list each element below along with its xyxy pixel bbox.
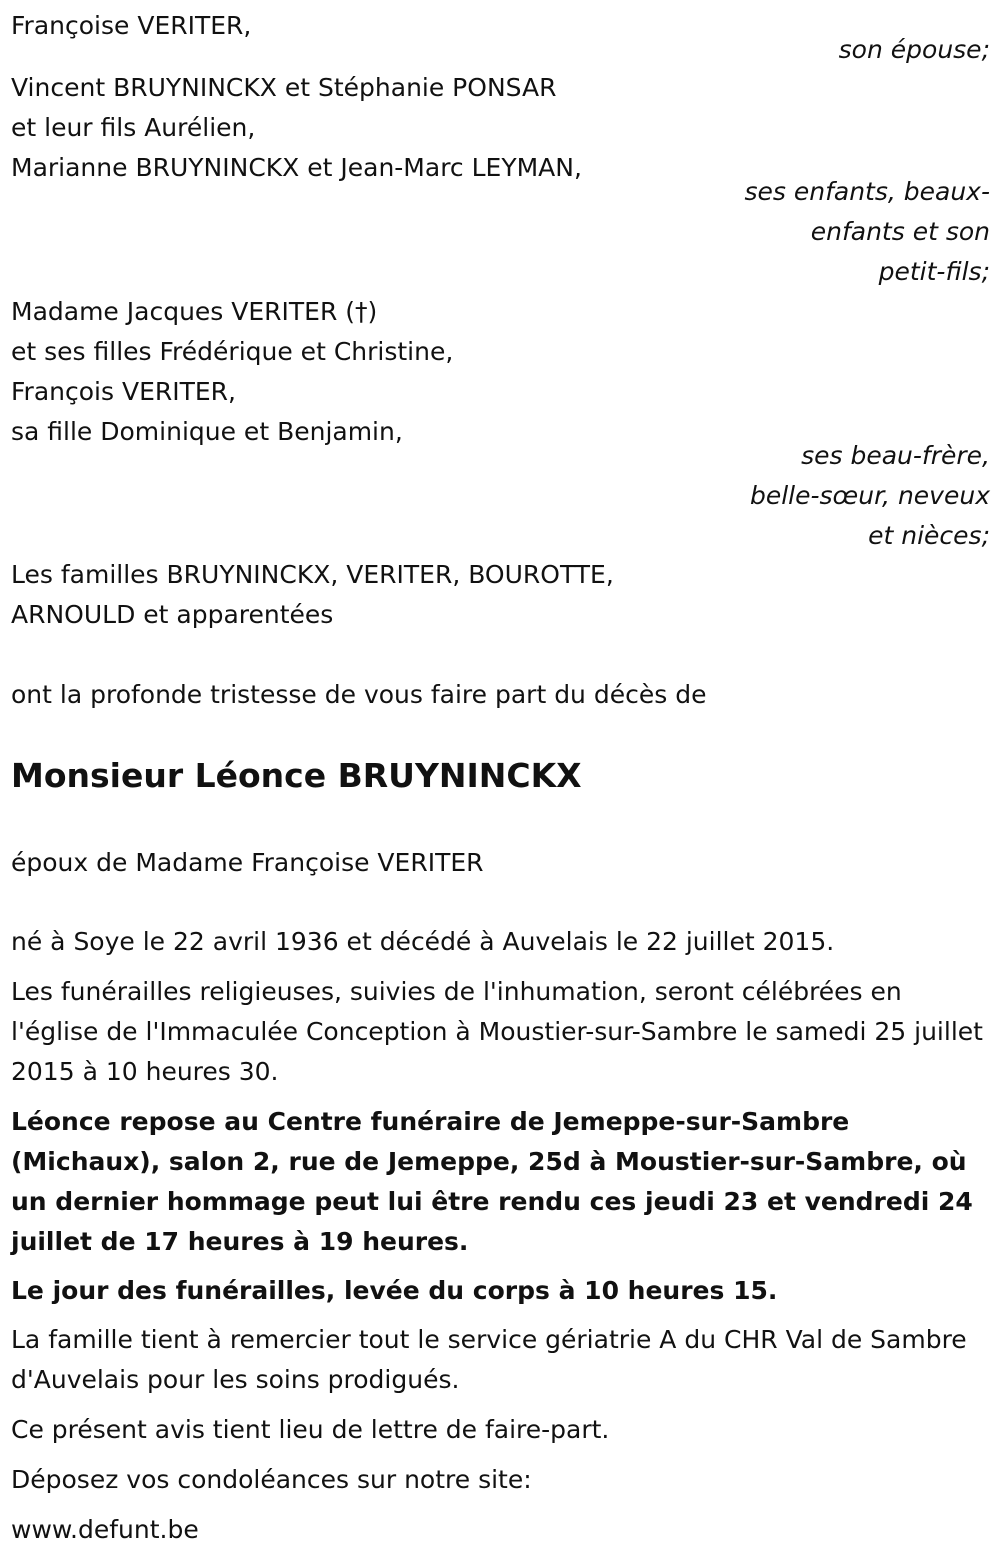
family-line: Françoise VERITER, — [11, 11, 252, 40]
family-line: Les familles BRUYNINCKX, VERITER, BOUROTTE, — [11, 560, 614, 589]
family-line: sa fille Dominique et Benjamin, — [11, 417, 403, 446]
relation-line: belle-sœur, neveux — [749, 481, 990, 510]
notice-paragraph: Ce présent avis tient lieu de lettre de faire-part. — [11, 1415, 610, 1444]
relation-line: ses enfants, beaux- — [744, 177, 990, 206]
announcement-text: ont la profonde tristesse de vous faire part du décès de — [11, 680, 707, 709]
relation-spouse — [11, 30, 990, 70]
relation-line: petit-fils; — [878, 257, 990, 286]
family-line: Vincent BRUYNINCKX et Stéphanie PONSAR — [11, 73, 557, 102]
family-group-others — [11, 555, 990, 635]
relation-children — [11, 172, 990, 292]
thanks-paragraph: La famille tient à remercier tout le service gériatrie A du CHR Val de Sambre d'Auvelais pour les soins prodigués. — [11, 1325, 967, 1394]
website-link[interactable]: www.defunt.be — [11, 1515, 199, 1544]
levee-paragraph: Le jour des funérailles, levée du corps à 10 heures 15. — [11, 1276, 778, 1305]
funeral-paragraph: Les funérailles religieuses, suivies de l'inhumation, seront célébrées en l'église de l'Immaculée Conception à Moustier-sur-Sambre le samedi 25 juillet 2015 à 10 heures 30. — [11, 977, 983, 1086]
family-line: et leur fils Aurélien, — [11, 113, 256, 142]
family-line: Marianne BRUYNINCKX et Jean-Marc LEYMAN, — [11, 153, 582, 182]
relation-line: son épouse; — [838, 35, 990, 64]
family-group-children — [11, 68, 990, 188]
relation-line: enfants et son — [810, 217, 990, 246]
repose-paragraph: Léonce repose au Centre funéraire de Jemeppe-sur-Sambre (Michaux), salon 2, rue de Jemeppe, 25d à Moustier-sur-Sambre, où un dernier hommage peut lui être rendu ces jeudi 23 et vendredi 24 juillet de 17 heures à 19 heures. — [11, 1107, 973, 1256]
condolences-paragraph: Déposez vos condoléances sur notre site: — [11, 1465, 532, 1494]
family-line: ARNOULD et apparentées — [11, 600, 334, 629]
birth-death-line: né à Soye le 22 avril 1936 et décédé à Auvelais le 22 juillet 2015. — [11, 927, 835, 956]
deceased-name: Monsieur Léonce BRUYNINCKX — [11, 756, 582, 795]
relation-line: et nièces; — [868, 521, 990, 550]
spouse-line: époux de Madame Françoise VERITER — [11, 848, 484, 877]
family-line: et ses filles Frédérique et Christine, — [11, 337, 454, 366]
family-group-in-laws — [11, 292, 990, 452]
family-line: Madame Jacques VERITER (†) — [11, 297, 378, 326]
family-line: François VERITER, — [11, 377, 236, 406]
relation-line: ses beau-frère, — [801, 441, 990, 470]
relation-in-laws — [11, 436, 990, 556]
